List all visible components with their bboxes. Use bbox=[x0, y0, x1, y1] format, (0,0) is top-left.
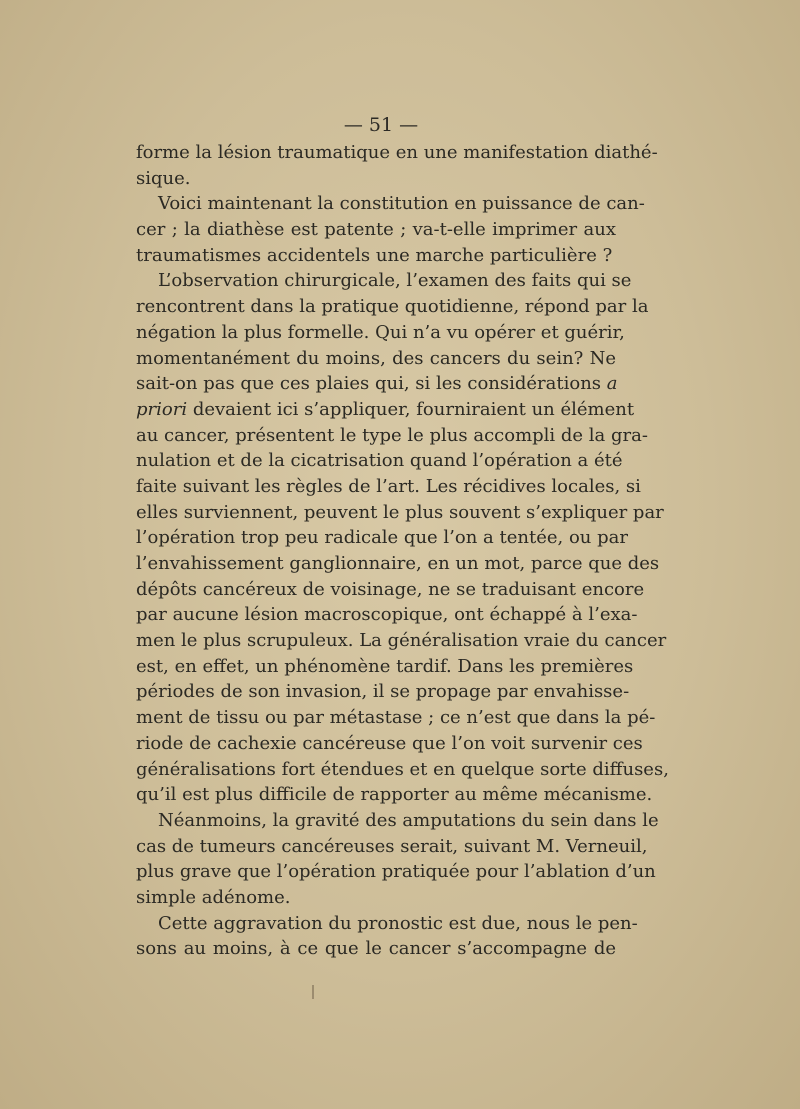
text-line: par aucune lésion macroscopique, ont échappé à l’exa- bbox=[136, 604, 638, 626]
text-line: l’envahissement ganglionnaire, en un mot, parce que des bbox=[136, 553, 660, 574]
text-line: négation la plus formelle. Qui n’a vu opérer et guérir, bbox=[136, 321, 625, 343]
text-line: men le plus scrupuleux. La généralisation vraie du cancer bbox=[136, 630, 667, 652]
text-line: Cette aggravation du pronostic est due, nous le pen- bbox=[158, 912, 638, 934]
body-text bbox=[136, 140, 669, 962]
text-line: rencontrent dans la pratique quotidienne, répond par la bbox=[136, 296, 649, 318]
text-line: traumatismes accidentels une marche particulière ? bbox=[136, 244, 613, 266]
text-line: dépôts cancéreux de voisinage, ne se traduisant encore bbox=[136, 578, 645, 600]
text-line: généralisations fort étendues et en quelque sorte diffuses, bbox=[136, 758, 669, 780]
text-line: l’opération trop peu radicale que l’on a tentée, ou par bbox=[136, 527, 628, 549]
text-line: est, en effet, un phénomène tardif. Dans les premières bbox=[136, 655, 634, 677]
text-line: Néanmoins, la gravité des amputations du sein dans le bbox=[158, 809, 659, 831]
text-line: Voici maintenant la constitution en puissance de can- bbox=[158, 193, 645, 215]
text-line: elles surviennent, peuvent le plus souvent s’expliquer par bbox=[136, 501, 664, 523]
text-line: au cancer, présentent le type le plus accompli de la gra- bbox=[136, 424, 648, 446]
text-line: cer ; la diathèse est patente ; va-t-elle imprimer aux bbox=[136, 219, 616, 241]
text-line: momentanément du moins, des cancers du sein? Ne bbox=[136, 347, 616, 369]
text-line: simple adénome. bbox=[136, 886, 291, 908]
text-line: périodes de son invasion, il se propage par envahisse- bbox=[136, 681, 630, 703]
text-line: ment de tissu ou par métastase ; ce n’est que dans la pé- bbox=[136, 707, 656, 729]
page-number: — 51 — bbox=[343, 114, 419, 136]
text-line: plus grave que l’opération pratiquée pour l’ablation d’un bbox=[136, 861, 656, 883]
text-line: priori devaient ici s’appliquer, fourniraient un élément bbox=[136, 398, 635, 420]
text-line: faite suivant les règles de l’art. Les récidives locales, si bbox=[136, 475, 641, 497]
paper-speck bbox=[312, 985, 314, 999]
text-line: cas de tumeurs cancéreuses serait, suivant M. Verneuil, bbox=[136, 835, 648, 857]
text-line: sique. bbox=[136, 167, 191, 189]
text-line: sait-on pas que ces plaies qui, si les considérations a bbox=[136, 373, 618, 395]
text-line: sons au moins, à ce que le cancer s’accompagne de bbox=[136, 938, 616, 960]
text-line: nulation et de la cicatrisation quand l’opération a été bbox=[136, 450, 623, 472]
text-line: L’observation chirurgicale, l’examen des faits qui se bbox=[158, 270, 632, 292]
text-line: forme la lésion traumatique en une manifestation diathé- bbox=[136, 142, 658, 163]
text-line: qu’il est plus difficile de rapporter au même mécanisme. bbox=[136, 784, 653, 806]
text-line: riode de cachexie cancéreuse que l’on voit survenir ces bbox=[136, 732, 643, 754]
